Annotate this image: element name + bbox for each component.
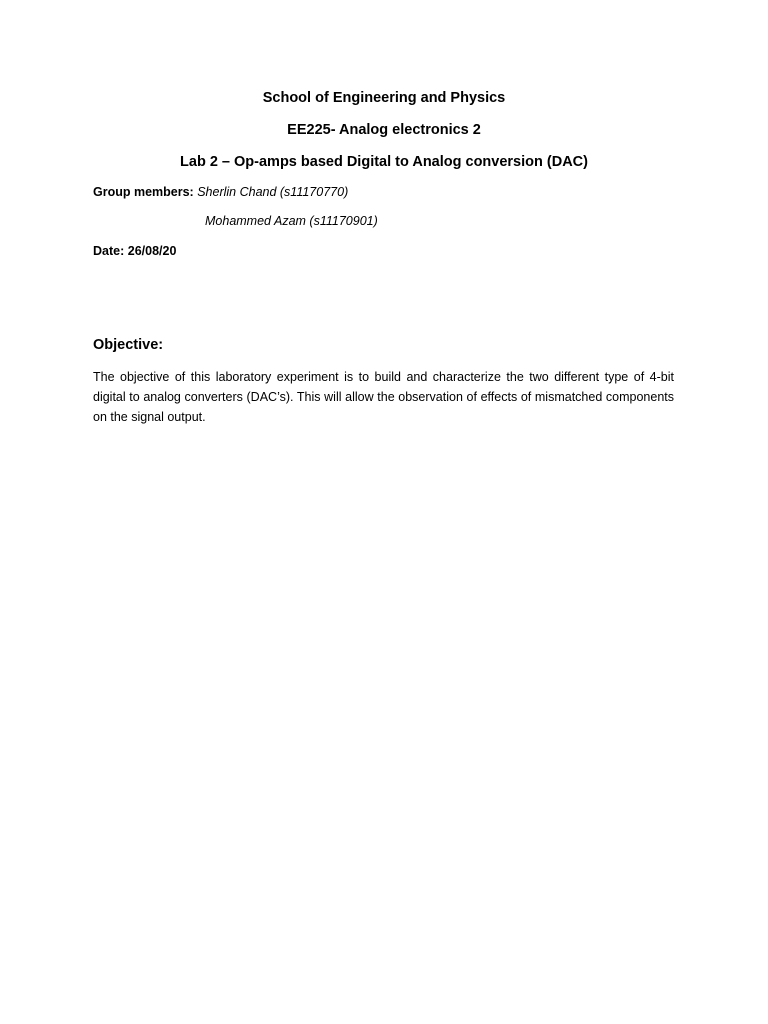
objective-heading: Objective: [93, 337, 164, 353]
member-2: Mohammed Azam (s11170901) [205, 214, 378, 228]
course-title: EE225- Analog electronics 2 [287, 122, 481, 138]
group-members-line [93, 185, 348, 199]
date-value: 26/08/20 [127, 244, 177, 258]
date-line [93, 244, 176, 258]
member-1: Sherlin Chand (s11170770) [197, 185, 349, 199]
lab-title: Lab 2 – Op-amps based Digital to Analog conversion (DAC) [180, 154, 588, 170]
group-members-label: Group members: [93, 185, 194, 199]
school-title: School of Engineering and Physics [262, 90, 506, 106]
date-label: Date: [93, 244, 125, 258]
objective-paragraph: The objective of this laboratory experiment is to build and characterize the two different type of 4-bit digital to analog converters (DAC’s). This will allow the observation of effects of mismatched components on the signal output. [93, 370, 674, 424]
